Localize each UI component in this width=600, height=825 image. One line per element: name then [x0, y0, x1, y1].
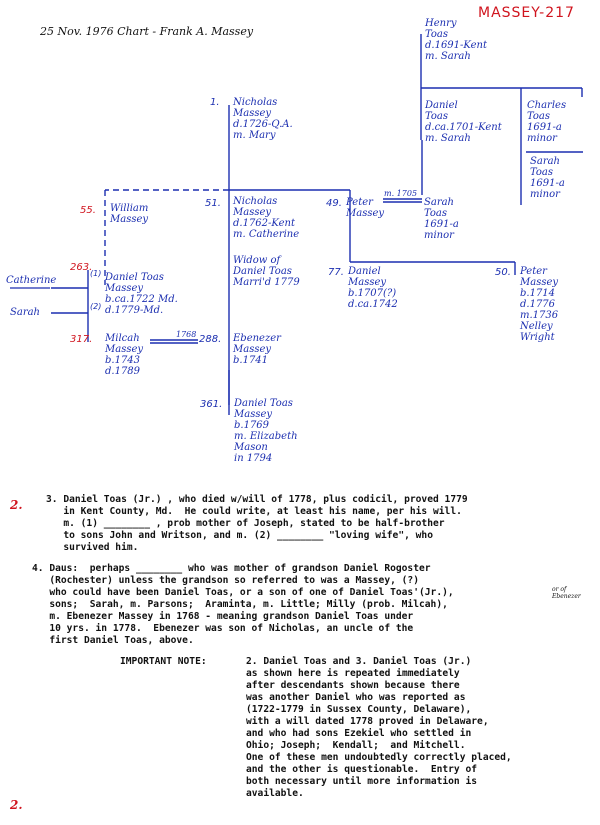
- note-paragraph-4: 4. Daus: perhaps ________ who was mother of grandson Daniel Rogoster (Rochester) unless the grandson so referred to was a Massey, (?) who could have been Daniel Toas, or a son of one of Daniel Toas'(Jr.), sons; Sarah, m. Parsons; Araminta, m. Little; Milly (prob. Milcah), m. Ebenezer Massey in 1768 - meaning grandson Daniel Toas under 10 yrs. in 1778. Ebenezer was son of Nicholas, an uncle of the first Daniel Toas, above.: [32, 563, 454, 646]
- wife-marker-2: (2): [90, 302, 102, 311]
- side-note-ebenezer: or of Ebenezer: [552, 586, 581, 600]
- note-paragraph-3: 3. Daniel Toas (Jr.) , who died w/will of 1778, plus codicil, proved 1779 in Kent County, Md. He could write, at least his name, per his will. m. (1) ________ , prob mother of Joseph, stated to be half-brother to sons John and Writson, and m. (2) ________ "loving wife", who survived him.: [46, 494, 468, 553]
- widow-note: Widow of Daniel Toas Marri'd 1779: [233, 255, 300, 288]
- wife-catherine: Catherine: [6, 275, 57, 286]
- person-nicholas-massey-2: Nicholas Massey d.1762-Kent m. Catherine: [233, 196, 300, 240]
- wife-marker-1: (1): [90, 269, 102, 278]
- important-note-text: 2. Daniel Toas and 3. Daniel Toas (Jr.) as shown here is repeated immediately after descendants shown because there was another Daniel who was reported as (1722-1779 in Sussex County, Delaware), with a will dated 1778 proved in Delaware, and who had sons Ezekiel who settled in Ohio; Joseph; Kendall; and Mitchell. One of these men undoubtedly correctly placed, and the other is questionable. Entry of both necessary until more information is available.: [246, 656, 512, 799]
- person-number-55: 55.: [80, 205, 96, 216]
- person-peter-massey-2: Peter Massey b.1714 d.1776 m.1736 Nelley Wright: [520, 266, 559, 343]
- person-number-49: 49.: [326, 198, 342, 209]
- red-mark-2-bottom: 2.: [10, 798, 23, 812]
- person-ebenezer-massey: Ebenezer Massey b.1741: [233, 333, 281, 366]
- important-note-label: IMPORTANT NOTE:: [120, 656, 207, 667]
- person-sarah-toas-wife: Sarah Toas 1691-a minor: [424, 197, 459, 241]
- wife-sarah: Sarah: [10, 307, 40, 318]
- person-number-288: 288.: [199, 334, 222, 345]
- person-number-1: 1.: [210, 97, 220, 108]
- person-henry-toas: Henry Toas d.1691-Kent m. Sarah: [425, 18, 487, 62]
- red-mark-2-top: 2.: [10, 498, 23, 512]
- chart-header-title: 25 Nov. 1976 Chart - Frank A. Massey: [40, 25, 254, 38]
- person-number-361: 361.: [200, 399, 223, 410]
- marriage-milcah-ebenezer: 1768: [176, 330, 197, 339]
- person-number-51: 51.: [205, 198, 221, 209]
- person-peter-massey-1: Peter Massey: [346, 197, 385, 219]
- person-daniel-toas-massey: Daniel Toas Massey b.1769 m. Elizabeth Mason in 1794: [234, 398, 298, 464]
- person-number-263: 263.: [70, 262, 93, 273]
- chart-code: MASSEY-217: [478, 5, 575, 21]
- person-nicholas-massey-1: Nicholas Massey d.1726-Q.A. m. Mary: [233, 97, 293, 141]
- person-william-massey: William Massey: [110, 203, 149, 225]
- marriage-peter-sarah: m. 1705: [384, 189, 418, 198]
- person-sarah-toas-sibling: Sarah Toas 1691-a minor: [530, 156, 565, 200]
- person-number-77: 77.: [328, 267, 344, 278]
- person-milcah-massey: Milcah Massey b.1743 d.1789: [105, 333, 144, 377]
- person-number-317: 317.: [70, 334, 93, 345]
- person-charles-toas: Charles Toas 1691-a minor: [527, 100, 567, 144]
- person-daniel-massey: Daniel Massey b.1707(?) d.ca.1742: [348, 266, 398, 310]
- person-daniel-toas-jr: Daniel Toas Massey b.ca.1722 Md. d.1779-Md.: [105, 272, 178, 316]
- person-number-50: 50.: [495, 267, 511, 278]
- person-daniel-toas-sr: Daniel Toas d.ca.1701-Kent m. Sarah: [425, 100, 502, 144]
